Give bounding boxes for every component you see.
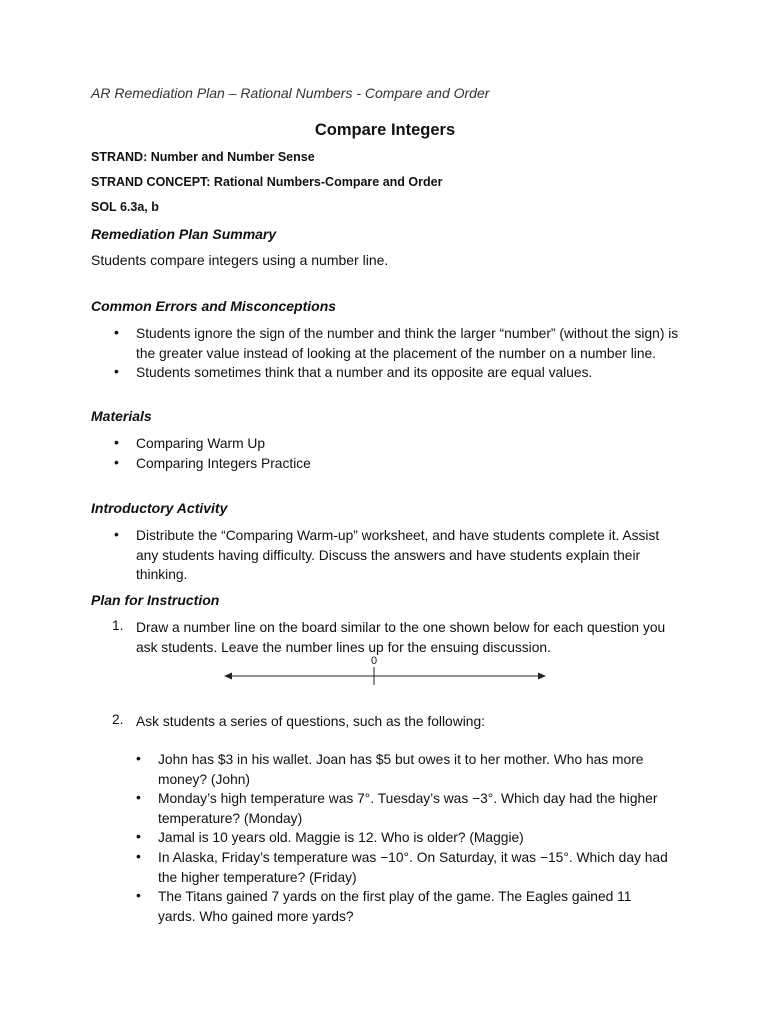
errors-heading: Common Errors and Misconceptions [91,298,337,314]
strand-concept-line: STRAND CONCEPT: Rational Numbers-Compare and Order [91,175,443,189]
list-item: Monday’s high temperature was 7°. Tuesday’s was −3°. Which day had the higher temperature? (Monday) [158,791,658,826]
right-arrow-icon [538,673,546,680]
bullet-icon: • [136,848,141,864]
bullet-icon: • [114,324,119,340]
number-line [220,650,550,690]
page-title: Compare Integers [314,121,456,139]
bullet-icon: • [136,828,141,844]
list-item: Students sometimes think that a number and its opposite are equal values. [136,365,593,380]
bullet-icon: • [114,526,119,542]
list-item: Students ignore the sign of the number and think the larger “number” (without the sign) is the greater value instead of looking at the placement of the number on a number line. [136,326,679,361]
document-header: AR Remediation Plan – Rational Numbers - Compare and Order [91,85,490,101]
summary-text: Students compare integers using a number line. [91,252,389,268]
bullet-icon: • [136,789,141,805]
list-item: In Alaska, Friday’s temperature was −10°. On Saturday, it was −15°. Which day had the higher temperature? (Friday) [158,850,668,885]
step-number: 2. [112,712,124,727]
strand-line: STRAND: Number and Number Sense [91,150,315,164]
bullet-icon: • [136,887,141,903]
list-item: The Titans gained 7 yards on the first play of the game. The Eagles gained 11 yards. Who gained more yards? [158,889,632,924]
list-item: Jamal is 10 years old. Maggie is 12. Who is older? (Maggie) [158,830,524,845]
summary-heading: Remediation Plan Summary [91,226,277,242]
list-item: Comparing Warm Up [136,436,266,451]
intro-heading: Introductory Activity [91,500,228,516]
plan-heading: Plan for Instruction [91,592,220,608]
bullet-icon: • [114,454,119,470]
sol-line: SOL 6.3a, b [91,200,159,214]
step-text: Ask students a series of questions, such as the following: [136,714,485,729]
materials-heading: Materials [91,408,152,424]
left-arrow-icon [224,673,232,680]
list-item: Comparing Integers Practice [136,456,311,471]
bullet-icon: • [114,434,119,450]
step-number: 1. [112,618,124,633]
list-item: Distribute the “Comparing Warm-up” worksheet, and have students complete it. Assist any students having difficulty. Discuss the answers and have students explain their thinking. [136,528,660,582]
bullet-icon: • [136,750,141,766]
list-item: John has $3 in his wallet. Joan has $5 but owes it to her mother. Who has more money? (John) [158,752,644,787]
number-line-zero-label: 0 [370,655,378,667]
bullet-icon: • [114,363,119,379]
step-text: Draw a number line on the board similar to the one shown below for each question you ask students. Leave the number lines up for the ensuing discussion. [136,620,666,655]
